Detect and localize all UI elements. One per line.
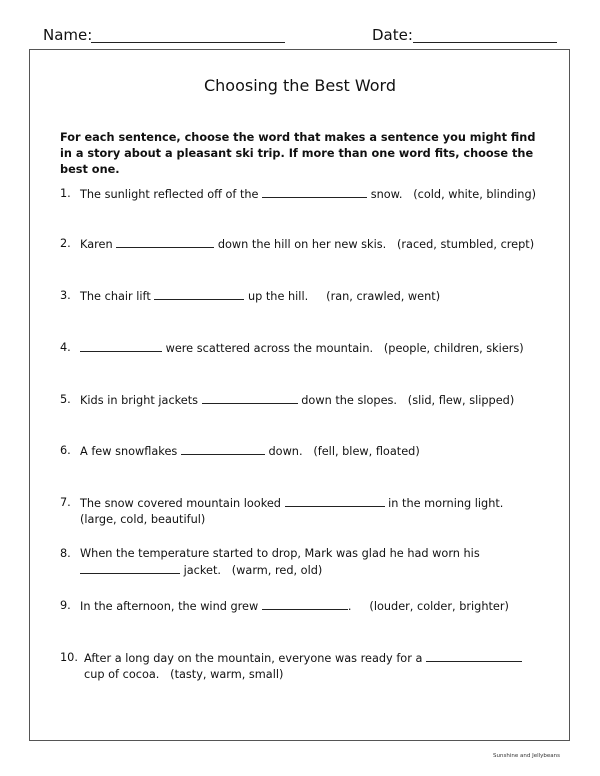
sentence-after: down. xyxy=(268,445,303,458)
sentence-before: Karen xyxy=(80,238,113,251)
question-number: 6. xyxy=(60,444,71,457)
word-options: (fell, blew, floated) xyxy=(313,445,420,458)
question-number: 4. xyxy=(60,341,71,354)
question-3 xyxy=(60,288,540,305)
sentence-before: A few snowflakes xyxy=(80,445,178,458)
date-label: Date: xyxy=(372,26,413,44)
question-10 xyxy=(60,650,540,683)
question-number: 5. xyxy=(60,393,71,406)
question-2 xyxy=(60,236,540,253)
sentence-before: Kids in bright jackets xyxy=(80,394,199,407)
question-1 xyxy=(60,186,540,203)
question-number: 1. xyxy=(60,187,71,200)
header xyxy=(0,26,600,46)
word-options: (warm, red, old) xyxy=(231,564,323,577)
answer-blank[interactable] xyxy=(262,598,348,610)
answer-blank[interactable] xyxy=(181,443,265,455)
name-label: Name: xyxy=(43,26,93,44)
question-number: 10. xyxy=(60,651,78,664)
word-options: (large, cold, beautiful) xyxy=(80,513,206,526)
question-5 xyxy=(60,392,540,409)
word-options: (slid, flew, slipped) xyxy=(407,394,515,407)
name-field-line[interactable] xyxy=(91,42,285,43)
answer-blank[interactable] xyxy=(154,288,244,300)
instructions: For each sentence, choose the word that makes a sentence you might find in a story about a pleasant ski trip. If more than one word fits, choose the best one. xyxy=(60,131,536,176)
sentence-after: . xyxy=(347,600,352,613)
sentence-after: cup of cocoa. xyxy=(84,668,160,681)
question-8 xyxy=(60,546,540,579)
sentence-after: down the hill on her new skis. xyxy=(217,238,387,251)
question-4 xyxy=(60,340,540,357)
answer-blank[interactable] xyxy=(285,495,385,507)
question-9 xyxy=(60,598,540,615)
footer-credit: Sunshine and Jellybeans xyxy=(493,753,560,759)
sentence-after: were scattered across the mountain. xyxy=(165,342,374,355)
sentence-before: When the temperature started to drop, Mark was glad he had worn his xyxy=(80,547,480,560)
sentence-after: down the slopes. xyxy=(301,394,398,407)
sentence-before: The snow covered mountain looked xyxy=(80,497,281,510)
answer-blank[interactable] xyxy=(80,562,180,574)
sentence-after: snow. xyxy=(370,188,403,201)
sentence-before: In the afternoon, the wind grew xyxy=(80,600,259,613)
sentence-before: The chair lift xyxy=(80,290,151,303)
answer-blank[interactable] xyxy=(80,340,162,352)
word-options: (raced, stumbled, crept) xyxy=(396,238,535,251)
word-options: (tasty, warm, small) xyxy=(170,668,284,681)
sentence-after: jacket. xyxy=(183,564,221,577)
question-number: 9. xyxy=(60,599,71,612)
sentence-after: up the hill. xyxy=(247,290,309,303)
word-options: (ran, crawled, went) xyxy=(326,290,441,303)
sentence-before: After a long day on the mountain, everyone was ready for a xyxy=(84,652,423,665)
sentence-before: The sunlight reflected off of the xyxy=(80,188,259,201)
question-number: 2. xyxy=(60,237,71,250)
word-options: (people, children, skiers) xyxy=(383,342,524,355)
question-number: 7. xyxy=(60,496,71,509)
question-number: 3. xyxy=(60,289,71,302)
sentence-after: in the morning light. xyxy=(388,497,504,510)
date-field-line[interactable] xyxy=(413,42,557,43)
question-number: 8. xyxy=(60,547,71,560)
word-options: (louder, colder, brighter) xyxy=(369,600,509,613)
answer-blank[interactable] xyxy=(116,236,214,248)
question-7 xyxy=(60,495,540,528)
answer-blank[interactable] xyxy=(426,650,522,662)
answer-blank[interactable] xyxy=(202,392,298,404)
page-title: Choosing the Best Word xyxy=(203,76,397,95)
word-options: (cold, white, blinding) xyxy=(413,188,537,201)
question-6 xyxy=(60,443,540,460)
answer-blank[interactable] xyxy=(262,186,367,198)
